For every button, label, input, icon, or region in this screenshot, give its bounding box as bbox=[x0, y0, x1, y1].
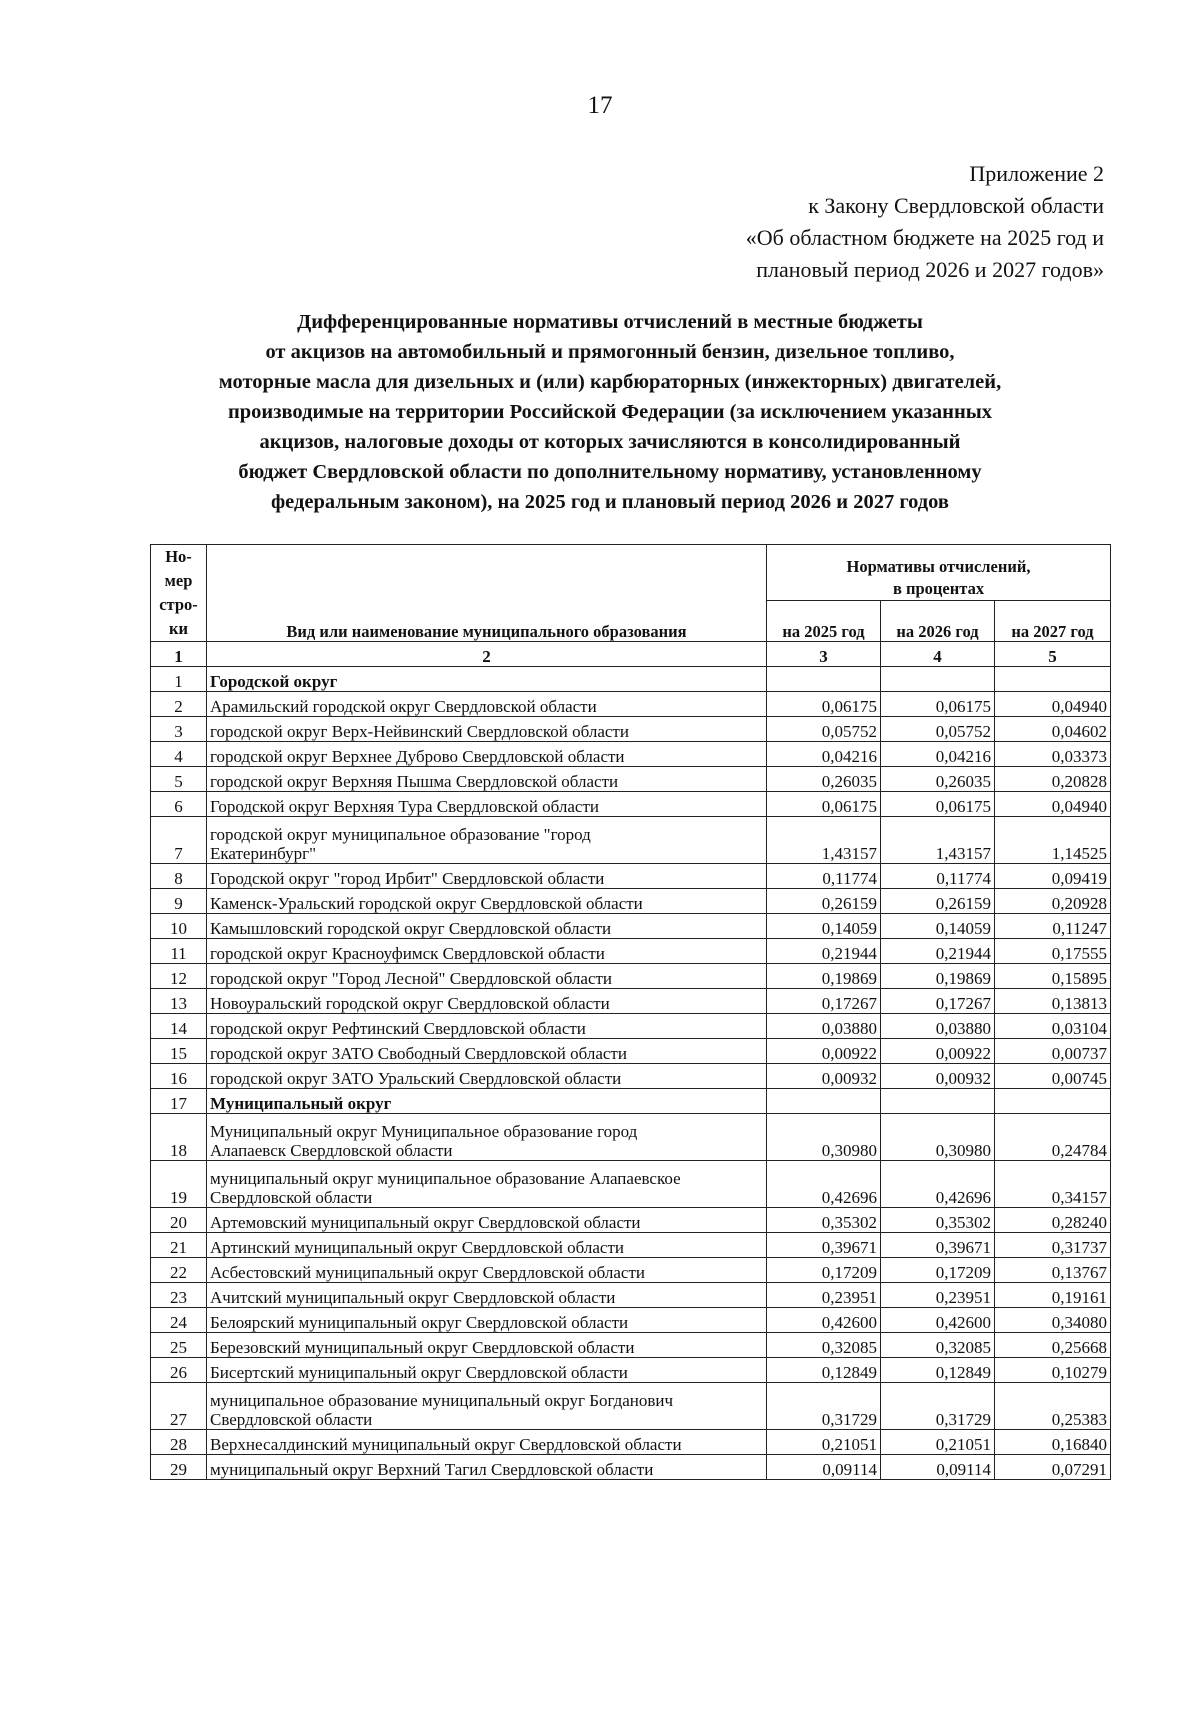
municipality-name-line: Каменск-Уральский городской округ Свердловской области bbox=[210, 894, 643, 913]
municipality-name-line: городской округ ЗАТО Уральский Свердловской области bbox=[210, 1069, 622, 1088]
title-line: моторные масла для дизельных и (или) карбюраторных (инжекторных) двигателей, bbox=[218, 371, 1002, 393]
municipality-name-line: Городской округ Верхняя Тура Свердловской области bbox=[210, 797, 600, 816]
norm-value-2025 bbox=[767, 667, 881, 692]
norm-value-2025: 0,19869 bbox=[767, 964, 881, 989]
table-row bbox=[151, 1258, 1111, 1283]
municipality-name bbox=[207, 964, 767, 989]
municipality-name bbox=[207, 1455, 767, 1480]
table-row bbox=[151, 989, 1111, 1014]
municipality-name bbox=[207, 889, 767, 914]
municipality-name bbox=[207, 667, 767, 692]
table-row bbox=[151, 1039, 1111, 1064]
municipality-name-line: городской округ Верхнее Дуброво Свердловской области bbox=[210, 747, 625, 766]
row-number: 8 bbox=[151, 864, 207, 889]
row-number: 28 bbox=[151, 1430, 207, 1455]
norm-value-2027: 0,03373 bbox=[995, 742, 1111, 767]
municipality-name bbox=[207, 1358, 767, 1383]
norm-value-2027: 0,10279 bbox=[995, 1358, 1111, 1383]
municipality-name-line: Городской округ bbox=[210, 672, 338, 691]
norm-value-2026: 0,35302 bbox=[881, 1208, 995, 1233]
norm-value-2025: 0,14059 bbox=[767, 914, 881, 939]
norm-value-2025: 0,42600 bbox=[767, 1308, 881, 1333]
municipality-name-line: Муниципальный округ Муниципальное образование город bbox=[210, 1122, 638, 1141]
municipality-name bbox=[207, 864, 767, 889]
norms-table bbox=[150, 544, 1111, 1480]
municipality-name-line: муниципальный округ муниципальное образование Алапаевское bbox=[210, 1169, 681, 1188]
municipality-name bbox=[207, 1258, 767, 1283]
norm-value-2026 bbox=[881, 667, 995, 692]
row-number: 13 bbox=[151, 989, 207, 1014]
norm-value-2027 bbox=[995, 667, 1111, 692]
municipality-name-line: Новоуральский городской округ Свердловской области bbox=[210, 994, 610, 1013]
norm-value-2025: 0,00922 bbox=[767, 1039, 881, 1064]
norm-value-2025: 0,06175 bbox=[767, 692, 881, 717]
norm-value-2025: 0,30980 bbox=[767, 1114, 881, 1161]
row-number: 18 bbox=[151, 1114, 207, 1161]
column-number: 5 bbox=[995, 642, 1111, 667]
municipality-name-line: Артемовский муниципальный округ Свердловской области bbox=[210, 1213, 641, 1232]
row-number: 16 bbox=[151, 1064, 207, 1089]
municipality-name bbox=[207, 1383, 767, 1430]
municipality-name-line: Алапаевск Свердловской области bbox=[210, 1141, 453, 1160]
table-row bbox=[151, 864, 1111, 889]
norm-value-2026: 0,39671 bbox=[881, 1233, 995, 1258]
row-number: 6 bbox=[151, 792, 207, 817]
document-title bbox=[150, 307, 1070, 517]
norm-value-2026: 0,26035 bbox=[881, 767, 995, 792]
municipality-name bbox=[207, 939, 767, 964]
norm-value-2025: 0,17267 bbox=[767, 989, 881, 1014]
page-number: 17 bbox=[587, 92, 613, 119]
title-line: бюджет Свердловской области по дополнительному нормативу, установленному bbox=[238, 461, 982, 483]
norm-value-2026: 0,03880 bbox=[881, 1014, 995, 1039]
header-row-number-line: Но- bbox=[165, 547, 192, 566]
municipality-name bbox=[207, 792, 767, 817]
section-row bbox=[151, 1089, 1111, 1114]
table-row bbox=[151, 889, 1111, 914]
norm-value-2027: 0,34080 bbox=[995, 1308, 1111, 1333]
norm-value-2026: 0,12849 bbox=[881, 1358, 995, 1383]
municipality-name bbox=[207, 914, 767, 939]
norm-value-2026: 0,05752 bbox=[881, 717, 995, 742]
header-norms bbox=[767, 545, 1111, 601]
norm-value-2026: 0,14059 bbox=[881, 914, 995, 939]
municipality-name bbox=[207, 989, 767, 1014]
municipality-name-line: Артинский муниципальный округ Свердловской области bbox=[210, 1238, 624, 1257]
table-row bbox=[151, 817, 1111, 864]
table-row bbox=[151, 742, 1111, 767]
row-number: 15 bbox=[151, 1039, 207, 1064]
appendix-line: к Закону Свердловской области bbox=[808, 193, 1104, 218]
row-number: 5 bbox=[151, 767, 207, 792]
norm-value-2025: 0,17209 bbox=[767, 1258, 881, 1283]
title-line: производимые на территории Российской Федерации (за исключением указанных bbox=[227, 401, 993, 423]
table-row bbox=[151, 692, 1111, 717]
municipality-name-line: Свердловской области bbox=[210, 1188, 373, 1207]
column-number: 1 bbox=[151, 642, 207, 667]
table-row bbox=[151, 792, 1111, 817]
row-number: 1 bbox=[151, 667, 207, 692]
municipality-name-line: Камышловский городской округ Свердловской области bbox=[210, 919, 612, 938]
norm-value-2025: 0,26159 bbox=[767, 889, 881, 914]
header-norms-line: Нормативы отчислений, bbox=[846, 557, 1031, 576]
norm-value-2026: 0,11774 bbox=[881, 864, 995, 889]
norm-value-2027: 0,20928 bbox=[995, 889, 1111, 914]
row-number: 23 bbox=[151, 1283, 207, 1308]
norm-value-2026: 0,42600 bbox=[881, 1308, 995, 1333]
municipality-name bbox=[207, 1089, 767, 1114]
norm-value-2027: 0,04602 bbox=[995, 717, 1111, 742]
norm-value-2025: 0,11774 bbox=[767, 864, 881, 889]
norm-value-2027: 0,31737 bbox=[995, 1233, 1111, 1258]
table-row bbox=[151, 1455, 1111, 1480]
header-year-2025: на 2025 год bbox=[767, 601, 881, 642]
norm-value-2026: 0,21944 bbox=[881, 939, 995, 964]
norm-value-2025: 0,06175 bbox=[767, 792, 881, 817]
municipality-name bbox=[207, 1430, 767, 1455]
norm-value-2025: 0,42696 bbox=[767, 1161, 881, 1208]
norm-value-2027: 0,09419 bbox=[995, 864, 1111, 889]
norm-value-2027: 0,20828 bbox=[995, 767, 1111, 792]
norm-value-2025: 0,35302 bbox=[767, 1208, 881, 1233]
row-number: 29 bbox=[151, 1455, 207, 1480]
norm-value-2027: 0,04940 bbox=[995, 792, 1111, 817]
table-row bbox=[151, 1208, 1111, 1233]
norm-value-2027: 0,13813 bbox=[995, 989, 1111, 1014]
norm-value-2025: 1,43157 bbox=[767, 817, 881, 864]
norm-value-2026: 0,04216 bbox=[881, 742, 995, 767]
norm-value-2026: 0,30980 bbox=[881, 1114, 995, 1161]
row-number: 9 bbox=[151, 889, 207, 914]
municipality-name-line: Верхнесалдинский муниципальный округ Свердловской области bbox=[210, 1435, 682, 1454]
norm-value-2026: 0,06175 bbox=[881, 692, 995, 717]
row-number: 20 bbox=[151, 1208, 207, 1233]
norm-value-2027: 0,03104 bbox=[995, 1014, 1111, 1039]
municipality-name bbox=[207, 1064, 767, 1089]
norm-value-2025: 0,12849 bbox=[767, 1358, 881, 1383]
norm-value-2025: 0,21051 bbox=[767, 1430, 881, 1455]
header-row-number-line: мер bbox=[164, 571, 193, 590]
table-row bbox=[151, 964, 1111, 989]
norm-value-2025: 0,04216 bbox=[767, 742, 881, 767]
norm-value-2027: 0,34157 bbox=[995, 1161, 1111, 1208]
norm-value-2026: 0,17267 bbox=[881, 989, 995, 1014]
table-header-row bbox=[151, 545, 1111, 601]
norm-value-2026: 0,31729 bbox=[881, 1383, 995, 1430]
norm-value-2025 bbox=[767, 1089, 881, 1114]
row-number: 7 bbox=[151, 817, 207, 864]
norm-value-2027: 0,15895 bbox=[995, 964, 1111, 989]
norm-value-2026: 0,32085 bbox=[881, 1333, 995, 1358]
row-number: 27 bbox=[151, 1383, 207, 1430]
table-row bbox=[151, 1014, 1111, 1039]
norm-value-2027: 0,17555 bbox=[995, 939, 1111, 964]
norm-value-2026: 0,23951 bbox=[881, 1283, 995, 1308]
row-number: 17 bbox=[151, 1089, 207, 1114]
municipality-name-line: муниципальное образование муниципальный округ Богданович bbox=[210, 1391, 674, 1410]
table-row bbox=[151, 1114, 1111, 1161]
norm-value-2025: 0,05752 bbox=[767, 717, 881, 742]
municipality-name-line: городской округ Верхняя Пышма Свердловской области bbox=[210, 772, 619, 791]
municipality-name-line: городской округ муниципальное образование "город bbox=[210, 825, 591, 844]
table-row bbox=[151, 717, 1111, 742]
table-row bbox=[151, 1430, 1111, 1455]
header-row-number-line: ки bbox=[168, 619, 188, 638]
table-row bbox=[151, 1283, 1111, 1308]
municipality-name-line: городской округ ЗАТО Свободный Свердловской области bbox=[210, 1044, 627, 1063]
title-line: федеральным законом), на 2025 год и плановый период 2026 и 2027 годов bbox=[271, 491, 949, 513]
norm-value-2026: 0,17209 bbox=[881, 1258, 995, 1283]
table-row bbox=[151, 1064, 1111, 1089]
municipality-name bbox=[207, 817, 767, 864]
header-year-2026: на 2026 год bbox=[881, 601, 995, 642]
row-number: 2 bbox=[151, 692, 207, 717]
norm-value-2027: 0,00745 bbox=[995, 1064, 1111, 1089]
municipality-name-line: Березовский муниципальный округ Свердловской области bbox=[210, 1338, 635, 1357]
table-row bbox=[151, 1233, 1111, 1258]
norm-value-2027: 0,28240 bbox=[995, 1208, 1111, 1233]
municipality-name bbox=[207, 1161, 767, 1208]
municipality-name bbox=[207, 742, 767, 767]
row-number: 19 bbox=[151, 1161, 207, 1208]
municipality-name bbox=[207, 1308, 767, 1333]
municipality-name bbox=[207, 1014, 767, 1039]
norm-value-2025: 0,21944 bbox=[767, 939, 881, 964]
header-norms-line: в процентах bbox=[892, 579, 985, 598]
norm-value-2025: 0,00932 bbox=[767, 1064, 881, 1089]
column-number-row bbox=[151, 642, 1111, 667]
title-line: от акцизов на автомобильный и прямогонный бензин, дизельное топливо, bbox=[265, 341, 955, 363]
norm-value-2025: 0,03880 bbox=[767, 1014, 881, 1039]
norm-value-2027: 0,25668 bbox=[995, 1333, 1111, 1358]
norm-value-2027: 0,19161 bbox=[995, 1283, 1111, 1308]
table-row bbox=[151, 767, 1111, 792]
appendix-line: плановый период 2026 и 2027 годов» bbox=[756, 257, 1104, 282]
municipality-name-line: Свердловской области bbox=[210, 1410, 373, 1429]
municipality-name bbox=[207, 767, 767, 792]
norm-value-2025: 0,26035 bbox=[767, 767, 881, 792]
norm-value-2027: 0,07291 bbox=[995, 1455, 1111, 1480]
table-row bbox=[151, 1358, 1111, 1383]
norm-value-2026: 0,21051 bbox=[881, 1430, 995, 1455]
municipality-name-line: Городской округ "город Ирбит" Свердловской области bbox=[210, 869, 605, 888]
norm-value-2026: 0,00922 bbox=[881, 1039, 995, 1064]
norm-value-2025: 0,09114 bbox=[767, 1455, 881, 1480]
municipality-name bbox=[207, 1114, 767, 1161]
table-row bbox=[151, 1308, 1111, 1333]
table-row bbox=[151, 1383, 1111, 1430]
table-row bbox=[151, 1333, 1111, 1358]
municipality-name-line: муниципальный округ Верхний Тагил Свердловской области bbox=[210, 1460, 654, 1479]
municipality-name-line: городской округ Рефтинский Свердловской области bbox=[210, 1019, 586, 1038]
norm-value-2026: 0,26159 bbox=[881, 889, 995, 914]
row-number: 21 bbox=[151, 1233, 207, 1258]
norm-value-2026: 0,00932 bbox=[881, 1064, 995, 1089]
norm-value-2026: 1,43157 bbox=[881, 817, 995, 864]
municipality-name-line: городской округ Красноуфимск Свердловской области bbox=[210, 944, 605, 963]
municipality-name-line: Бисертский муниципальный округ Свердловской области bbox=[210, 1363, 628, 1382]
norm-value-2027: 0,11247 bbox=[995, 914, 1111, 939]
row-number: 14 bbox=[151, 1014, 207, 1039]
norm-value-2027: 0,16840 bbox=[995, 1430, 1111, 1455]
municipality-name-line: Екатеринбург" bbox=[210, 844, 317, 863]
appendix-note bbox=[746, 158, 1104, 286]
municipality-name-line: Белоярский муниципальный округ Свердловской области bbox=[210, 1313, 629, 1332]
municipality-name bbox=[207, 717, 767, 742]
row-number: 25 bbox=[151, 1333, 207, 1358]
column-number: 3 bbox=[767, 642, 881, 667]
row-number: 22 bbox=[151, 1258, 207, 1283]
header-year-2027: на 2027 год bbox=[995, 601, 1111, 642]
header-row-number-line: стро- bbox=[159, 595, 198, 614]
row-number: 24 bbox=[151, 1308, 207, 1333]
norm-value-2027: 0,25383 bbox=[995, 1383, 1111, 1430]
row-number: 10 bbox=[151, 914, 207, 939]
row-number: 11 bbox=[151, 939, 207, 964]
norm-value-2027: 0,24784 bbox=[995, 1114, 1111, 1161]
table-row bbox=[151, 1161, 1111, 1208]
table-row bbox=[151, 939, 1111, 964]
municipality-name bbox=[207, 1208, 767, 1233]
row-number: 3 bbox=[151, 717, 207, 742]
norm-value-2027: 1,14525 bbox=[995, 817, 1111, 864]
section-row bbox=[151, 667, 1111, 692]
norm-value-2027 bbox=[995, 1089, 1111, 1114]
municipality-name-line: Ачитский муниципальный округ Свердловской области bbox=[210, 1288, 616, 1307]
column-number: 4 bbox=[881, 642, 995, 667]
norm-value-2025: 0,31729 bbox=[767, 1383, 881, 1430]
norm-value-2026 bbox=[881, 1089, 995, 1114]
norm-value-2026: 0,06175 bbox=[881, 792, 995, 817]
municipality-name-line: городской округ Верх-Нейвинский Свердловской области bbox=[210, 722, 629, 741]
table-row bbox=[151, 914, 1111, 939]
municipality-name bbox=[207, 1233, 767, 1258]
appendix-line: Приложение 2 bbox=[969, 161, 1104, 186]
municipality-name-line: Асбестовский муниципальный округ Свердловской области bbox=[210, 1263, 645, 1282]
title-line: Дифференцированные нормативы отчислений в местные бюджеты bbox=[297, 311, 923, 333]
municipality-name bbox=[207, 1039, 767, 1064]
norm-value-2026: 0,19869 bbox=[881, 964, 995, 989]
norm-value-2027: 0,04940 bbox=[995, 692, 1111, 717]
title-line: акцизов, налоговые доходы от которых зачисляются в консолидированный bbox=[259, 431, 961, 453]
column-number: 2 bbox=[207, 642, 767, 667]
municipality-name-line: городской округ "Город Лесной" Свердловской области bbox=[210, 969, 613, 988]
norm-value-2027: 0,13767 bbox=[995, 1258, 1111, 1283]
norm-value-2025: 0,23951 bbox=[767, 1283, 881, 1308]
norm-value-2026: 0,42696 bbox=[881, 1161, 995, 1208]
norm-value-2025: 0,32085 bbox=[767, 1333, 881, 1358]
header-name: Вид или наименование муниципального образования bbox=[207, 545, 767, 642]
norm-value-2026: 0,09114 bbox=[881, 1455, 995, 1480]
municipality-name bbox=[207, 1333, 767, 1358]
norm-value-2025: 0,39671 bbox=[767, 1233, 881, 1258]
municipality-name bbox=[207, 1283, 767, 1308]
row-number: 26 bbox=[151, 1358, 207, 1383]
norm-value-2027: 0,00737 bbox=[995, 1039, 1111, 1064]
municipality-name-line: Муниципальный округ bbox=[210, 1094, 392, 1113]
appendix-line: «Об областном бюджете на 2025 год и bbox=[745, 225, 1104, 250]
municipality-name-line: Арамильский городской округ Свердловской области bbox=[210, 697, 597, 716]
row-number: 4 bbox=[151, 742, 207, 767]
row-number: 12 bbox=[151, 964, 207, 989]
municipality-name bbox=[207, 692, 767, 717]
header-row-number bbox=[151, 545, 207, 642]
